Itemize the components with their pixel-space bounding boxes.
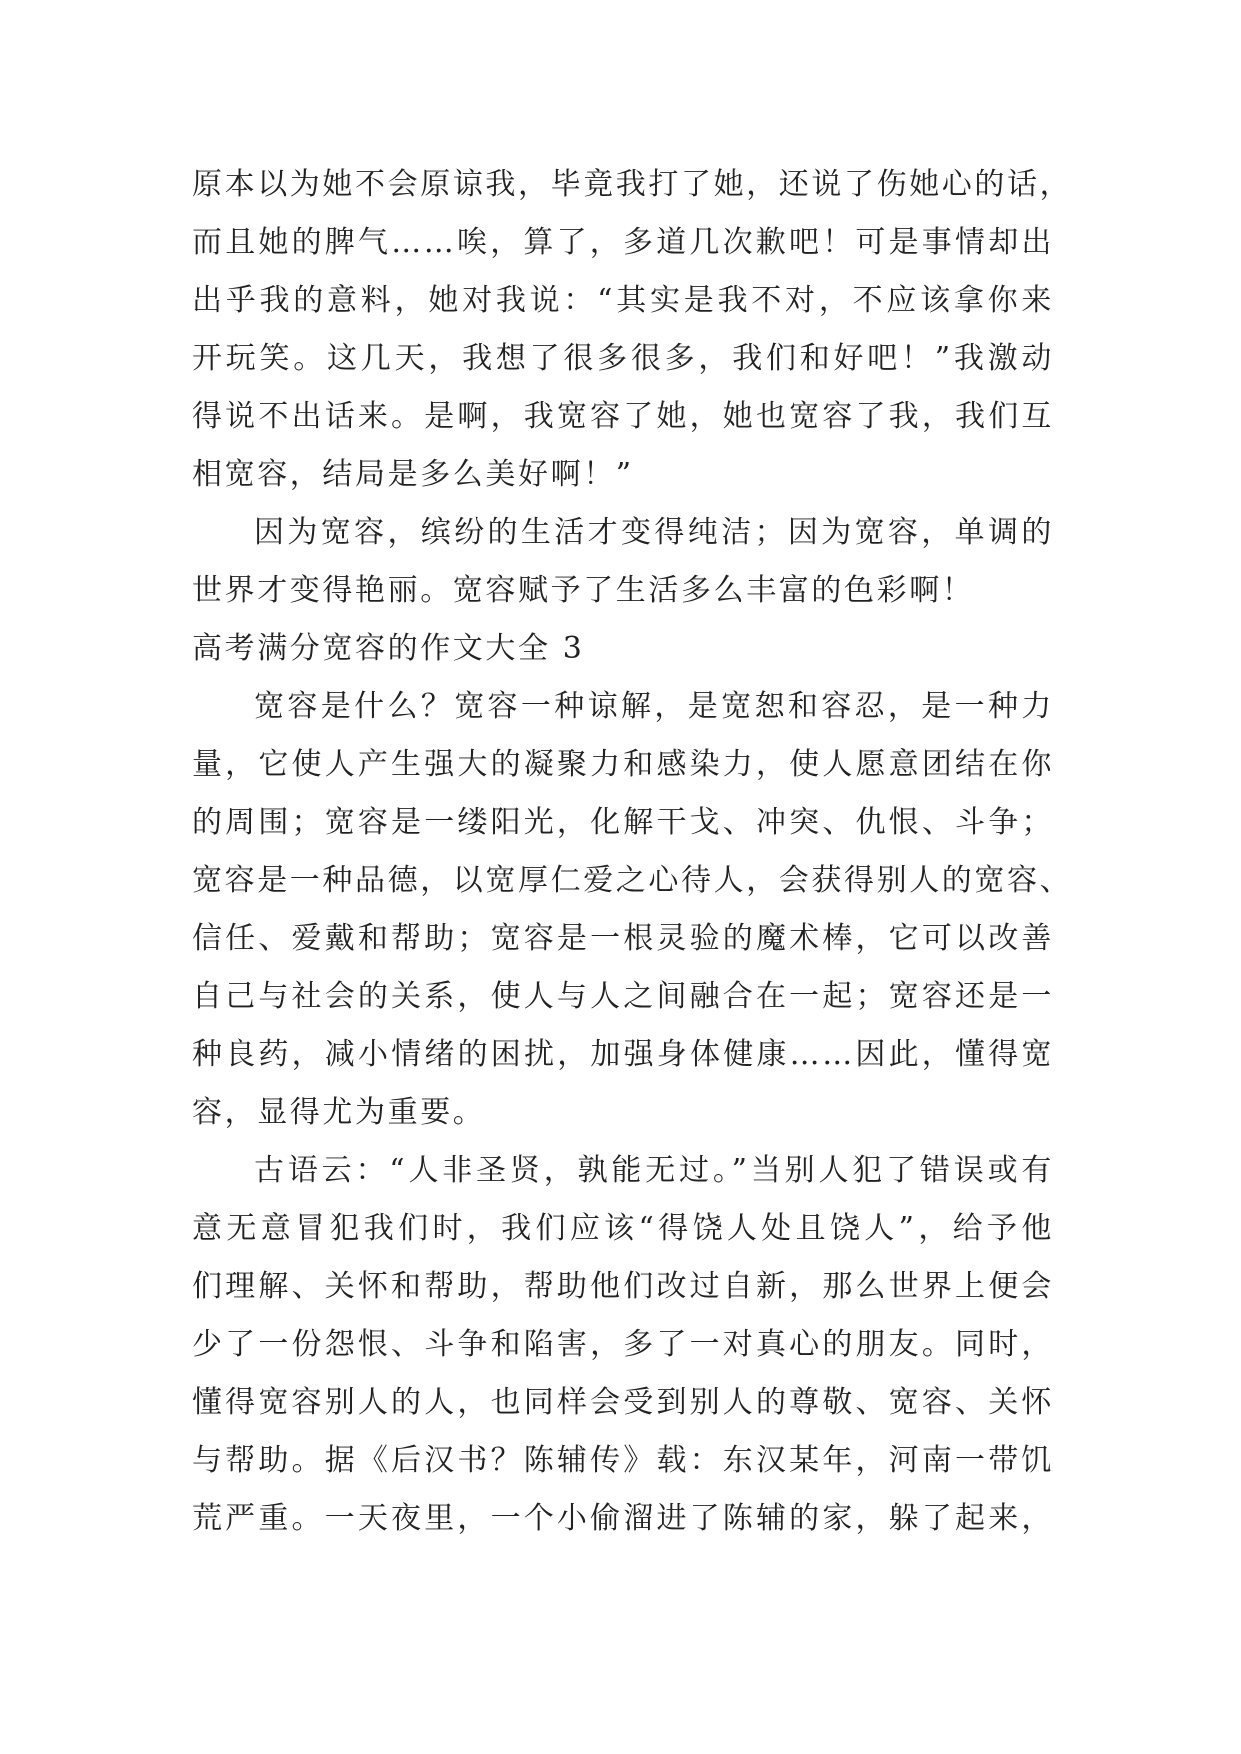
paragraph	[192, 678, 1073, 1142]
text-line: 开玩笑。这几天，我想了很多很多，我们和好吧！”我激动	[192, 341, 1054, 376]
text-line: 量，它使人产生强大的凝聚力和感染力，使人愿意团结在你	[192, 747, 1054, 782]
text-line: 出乎我的意料，她对我说：“其实是我不对，不应该拿你来	[192, 283, 1054, 318]
text-line: 容，显得尤为重要。	[192, 1095, 486, 1130]
text-line: 因为宽容，缤纷的生活才变得纯洁；因为宽容，单调的	[254, 515, 1054, 550]
text-line: 世界才变得艳丽。宽容赋予了生活多么丰富的色彩啊！	[192, 573, 975, 608]
text-line: 的周围；宽容是一缕阳光，化解干戈、冲突、仇恨、斗争；	[192, 805, 1054, 840]
text-line: 种良药，减小情绪的困扰，加强身体健康……因此，懂得宽	[192, 1037, 1054, 1072]
text-line: 得说不出话来。是啊，我宽容了她，她也宽容了我，我们互	[192, 399, 1054, 434]
text-line: 而且她的脾气……唉，算了，多道几次歉吧！可是事情却出	[192, 225, 1054, 260]
text-line: 信任、爱戴和帮助；宽容是一根灵验的魔术棒，它可以改善	[192, 921, 1054, 956]
text-line: 宽容是什么？宽容一种谅解，是宽恕和容忍，是一种力	[254, 689, 1054, 724]
text-line: 自己与社会的关系，使人与人之间融合在一起；宽容还是一	[192, 979, 1054, 1014]
text-line: 们理解、关怀和帮助，帮助他们改过自新，那么世界上便会	[192, 1269, 1054, 1304]
text-line: 宽容是一种品德，以宽厚仁爱之心待人，会获得别人的宽容、	[192, 863, 1073, 898]
text-line: 相宽容，结局是多么美好啊！”	[192, 457, 634, 492]
paragraph	[192, 156, 1073, 504]
text-line: 少了一份怨恨、斗争和陷害，多了一对真心的朋友。同时，	[192, 1327, 1054, 1362]
text-line: 懂得宽容别人的人，也同样会受到别人的尊敬、宽容、关怀	[192, 1385, 1054, 1420]
text-line: 意无意冒犯我们时，我们应该“得饶人处且饶人”，给予他	[192, 1211, 1054, 1246]
document-body	[192, 156, 1073, 1548]
text-line: 荒严重。一天夜里，一个小偷溜进了陈辅的家，躲了起来，	[192, 1501, 1054, 1536]
text-line: 古语云：“人非圣贤，孰能无过。”当别人犯了错误或有	[254, 1153, 1054, 1188]
paragraph	[192, 1142, 1054, 1548]
paragraph	[192, 504, 1054, 620]
text-line: 原本以为她不会原谅我，毕竟我打了她，还说了伤她心的话，	[192, 167, 1073, 202]
text-line: 与帮助。据《后汉书？陈辅传》载：东汉某年，河南一带饥	[192, 1443, 1054, 1478]
section-title: 高考满分宽容的作文大全 3	[192, 631, 585, 666]
